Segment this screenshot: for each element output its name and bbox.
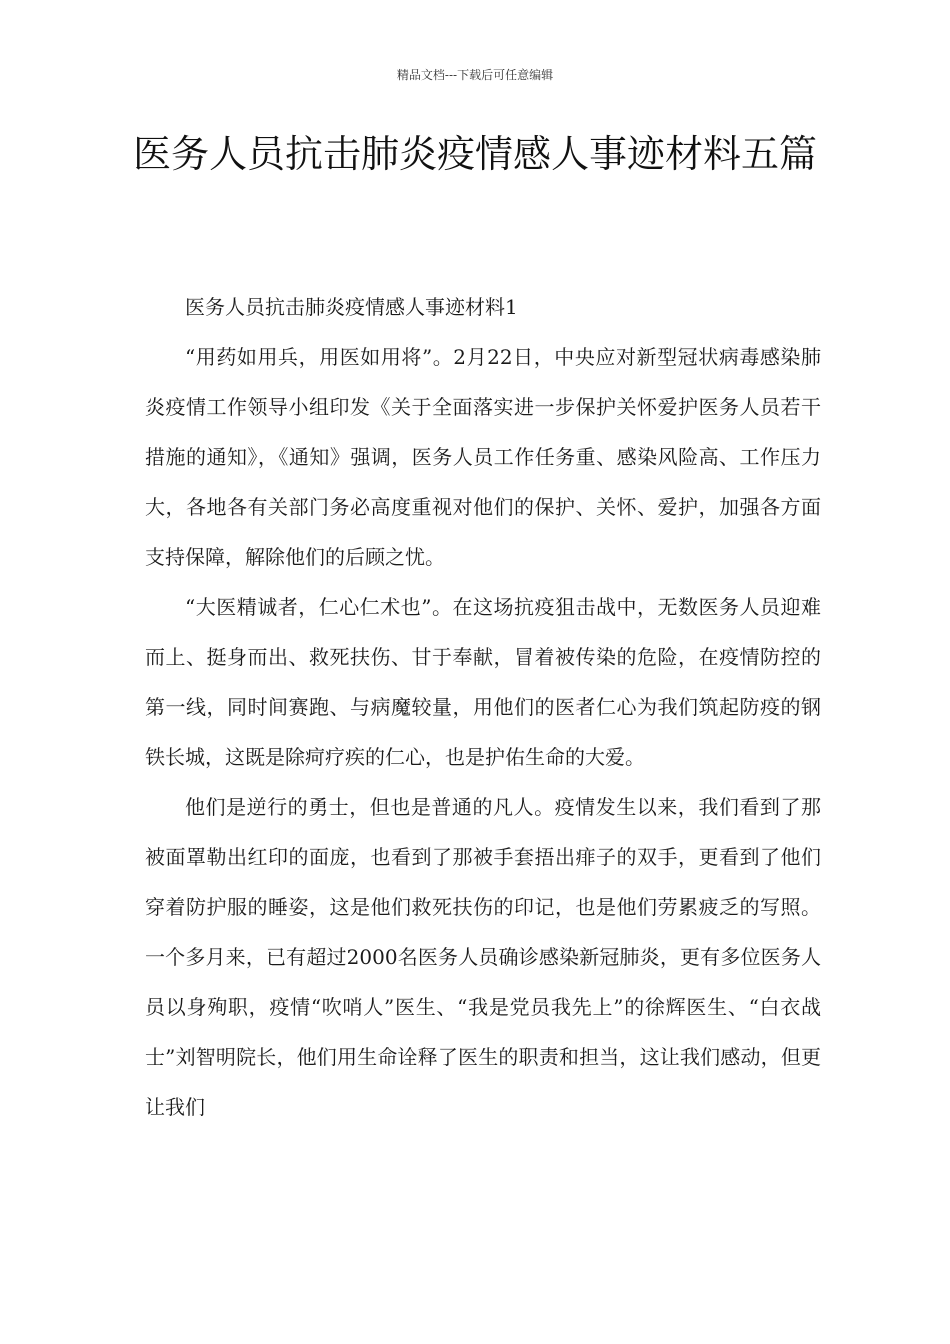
header-note: 精品文档---下载后可任意编辑 (396, 68, 554, 82)
document-title: 医务人员抗击肺炎疫情感人事迹材料五篇 (132, 132, 817, 176)
document-body (145, 282, 821, 1132)
paragraph: 他们是逆行的勇士，但也是普通的凡人。疫情发生以来，我们看到了那被面罩勒出红印的面庞，也看到了那被手套捂出痱子的双手，更看到了他们穿着防护服的睡姿，这是他们救死扶伤的印记，也是他们劳累疲乏的写照。一个多月来，已有超过2000名医务人员确诊感染新冠肺炎，更有多位医务人员以身殉职，疫情“吹哨人”医生、“我是党员我先上”的徐辉医生、“白衣战士”刘智明院长，他们用生命诠释了医生的职责和担当，这让我们感动，但更让我们 (145, 795, 821, 1119)
paragraph: “用药如用兵，用医如用将”。2月22日，中央应对新型冠状病毒感染肺炎疫情工作领导小组印发《关于全面落实进一步保护关怀爱护医务人员若干措施的通知》，《通知》强调，医务人员工作任务重、感染风险高、工作压力大，各地各有关部门务必高度重视对他们的保护、关怀、爱护，加强各方面支持保障，解除他们的后顾之忧。 (145, 345, 821, 569)
paragraph: “大医精诚者，仁心仁术也”。在这场抗疫狙击战中，无数医务人员迎难而上、挺身而出、救死扶伤、甘于奉献，冒着被传染的危险，在疫情防控的第一线，同时间赛跑、与病魔较量，用他们的医者仁心为我们筑起防疫的钢铁长城，这既是除疴疗疾的仁心，也是护佑生命的大爱。 (145, 595, 821, 769)
section-subtitle: 医务人员抗击肺炎疫情感人事迹材料1 (185, 295, 518, 319)
